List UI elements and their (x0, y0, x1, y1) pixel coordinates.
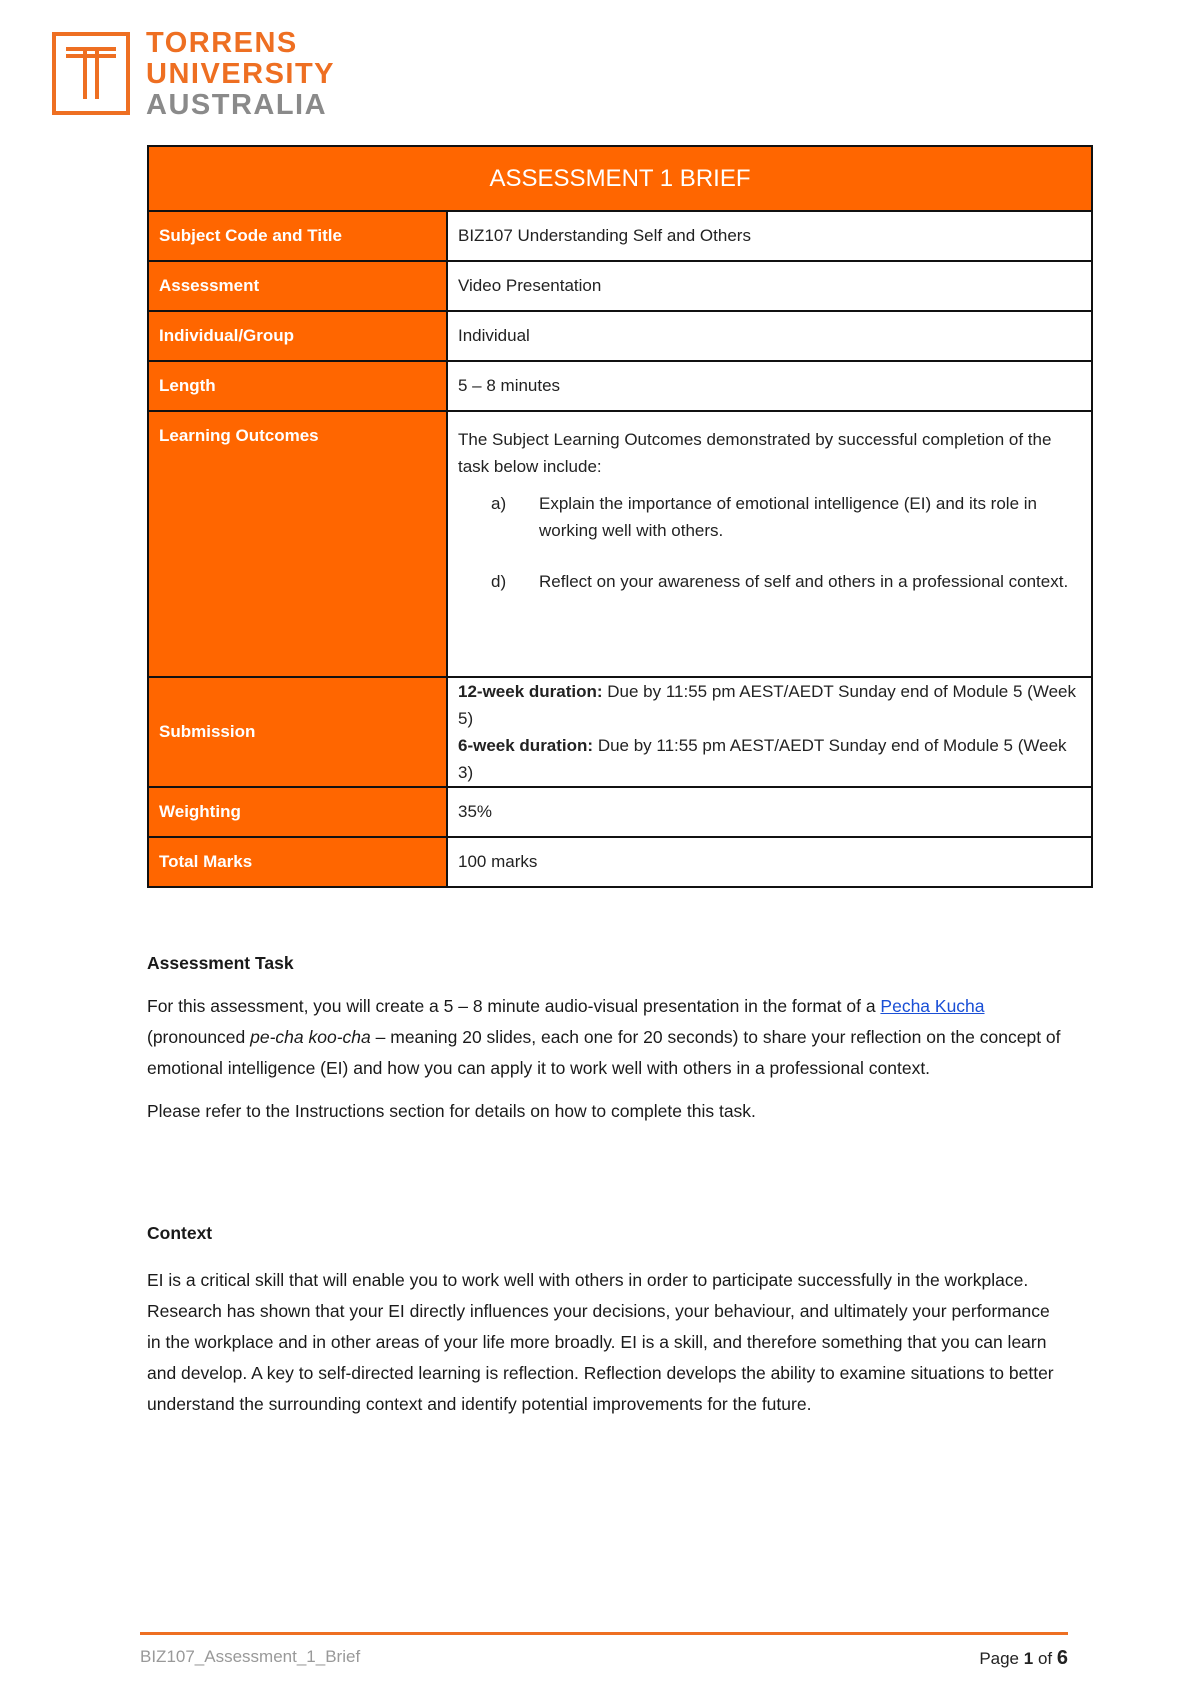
footer-filename: BIZ107_Assessment_1_Brief (140, 1647, 361, 1666)
context-heading: Context (147, 1223, 213, 1243)
outcomes-label: Learning Outcomes (148, 411, 447, 677)
pecha-kucha-link[interactable]: Pecha Kucha (880, 996, 985, 1016)
logo-mark-icon (52, 32, 130, 115)
length-value: 5 – 8 minutes (447, 361, 1092, 411)
outcomes-list (458, 490, 1081, 595)
page-word: Page (979, 1649, 1020, 1668)
page-current: 1 (1023, 1649, 1034, 1668)
assessment-task-paragraph (147, 991, 1067, 1084)
table-row (148, 411, 1092, 677)
brief-title: ASSESSMENT 1 BRIEF (148, 146, 1092, 211)
task-text: For this assessment, you will create a 5 – 8 minute audio-visual presentation in the format of a (147, 996, 881, 1016)
table-row (148, 361, 1092, 411)
submission-6-week-label: 6-week duration: (458, 736, 594, 755)
task-text: – meaning 20 slides, each one for 20 seconds) to share your reflection on the concept of emotional intelligence (EI) and how you can apply it to work well with others in a professional context. (147, 1027, 1061, 1078)
list-item (458, 568, 1081, 595)
assessment-task-section (147, 948, 1067, 1127)
table-row (148, 211, 1092, 261)
logo-org-line-1: TORRENS (146, 27, 298, 59)
subject-label: Subject Code and Title (148, 211, 447, 261)
page-number (979, 1647, 1068, 1670)
table-row (148, 837, 1092, 887)
subject-value: BIZ107 Understanding Self and Others (447, 211, 1092, 261)
assessment-value: Video Presentation (447, 261, 1092, 311)
outcome-text: Reflect on your awareness of self and others in a professional context. (539, 572, 1069, 591)
outcomes-intro: The Subject Learning Outcomes demonstrated by successful completion of the task below include: (458, 430, 1052, 476)
submission-12-week-label: 12-week duration: (458, 682, 603, 701)
context-paragraph: EI is a critical skill that will enable you to work well with others in order to participate successfully in the workplace. Research has shown that your EI directly influences your decisions, your behaviour, and ultimately your performance in the workplace and in other areas of your life more broadly. EI is a skill, and therefore something that you can learn and develop. A key to self-directed learning is reflection. Reflection develops the ability to examine situations to better understand the surrounding context and identify potential improvements for the future. (147, 1270, 1054, 1414)
assessment-label: Assessment (148, 261, 447, 311)
table-row (148, 311, 1092, 361)
submission-label: Submission (148, 677, 447, 787)
outcomes-value (447, 411, 1092, 677)
assessment-task-heading: Assessment Task (147, 953, 294, 973)
page-footer (140, 1632, 1068, 1670)
outcome-marker: a) (491, 494, 507, 513)
table-row (148, 677, 1092, 787)
university-logo (52, 27, 336, 121)
total-marks-value: 100 marks (447, 837, 1092, 887)
list-item (458, 490, 1081, 544)
submission-6-week-text: Due by 11:55 pm AEST/AEDT Sunday end of Module 5 (Week 3) (458, 736, 1067, 782)
length-label: Length (148, 361, 447, 411)
table-row (148, 261, 1092, 311)
instructions-reference-paragraph: Please refer to the Instructions section for details on how to complete this task. (147, 1101, 756, 1121)
weighting-label: Weighting (148, 787, 447, 837)
assessment-brief-table (147, 145, 1093, 888)
of-word: of (1037, 1649, 1053, 1668)
logo-org-line-3: AUSTRALIA (146, 89, 328, 121)
logo-org-line-2: UNIVERSITY (146, 58, 336, 90)
individual-value: Individual (447, 311, 1092, 361)
submission-value (447, 677, 1092, 787)
pronunciation-text: pe-cha koo-cha (250, 1027, 371, 1047)
outcome-marker: d) (491, 572, 507, 591)
individual-label: Individual/Group (148, 311, 447, 361)
outcome-text: Explain the importance of emotional intelligence (EI) and its role in working well with others. (539, 494, 1037, 540)
table-row (148, 787, 1092, 837)
task-text: (pronounced (147, 1027, 251, 1047)
page-total: 6 (1056, 1647, 1068, 1669)
submission-12-week-text: Due by 11:55 pm AEST/AEDT Sunday end of Module 5 (Week 5) (458, 682, 1076, 728)
context-section (147, 1218, 1067, 1420)
total-marks-label: Total Marks (148, 837, 447, 887)
weighting-value: 35% (447, 787, 1092, 837)
footer-divider (140, 1632, 1068, 1635)
